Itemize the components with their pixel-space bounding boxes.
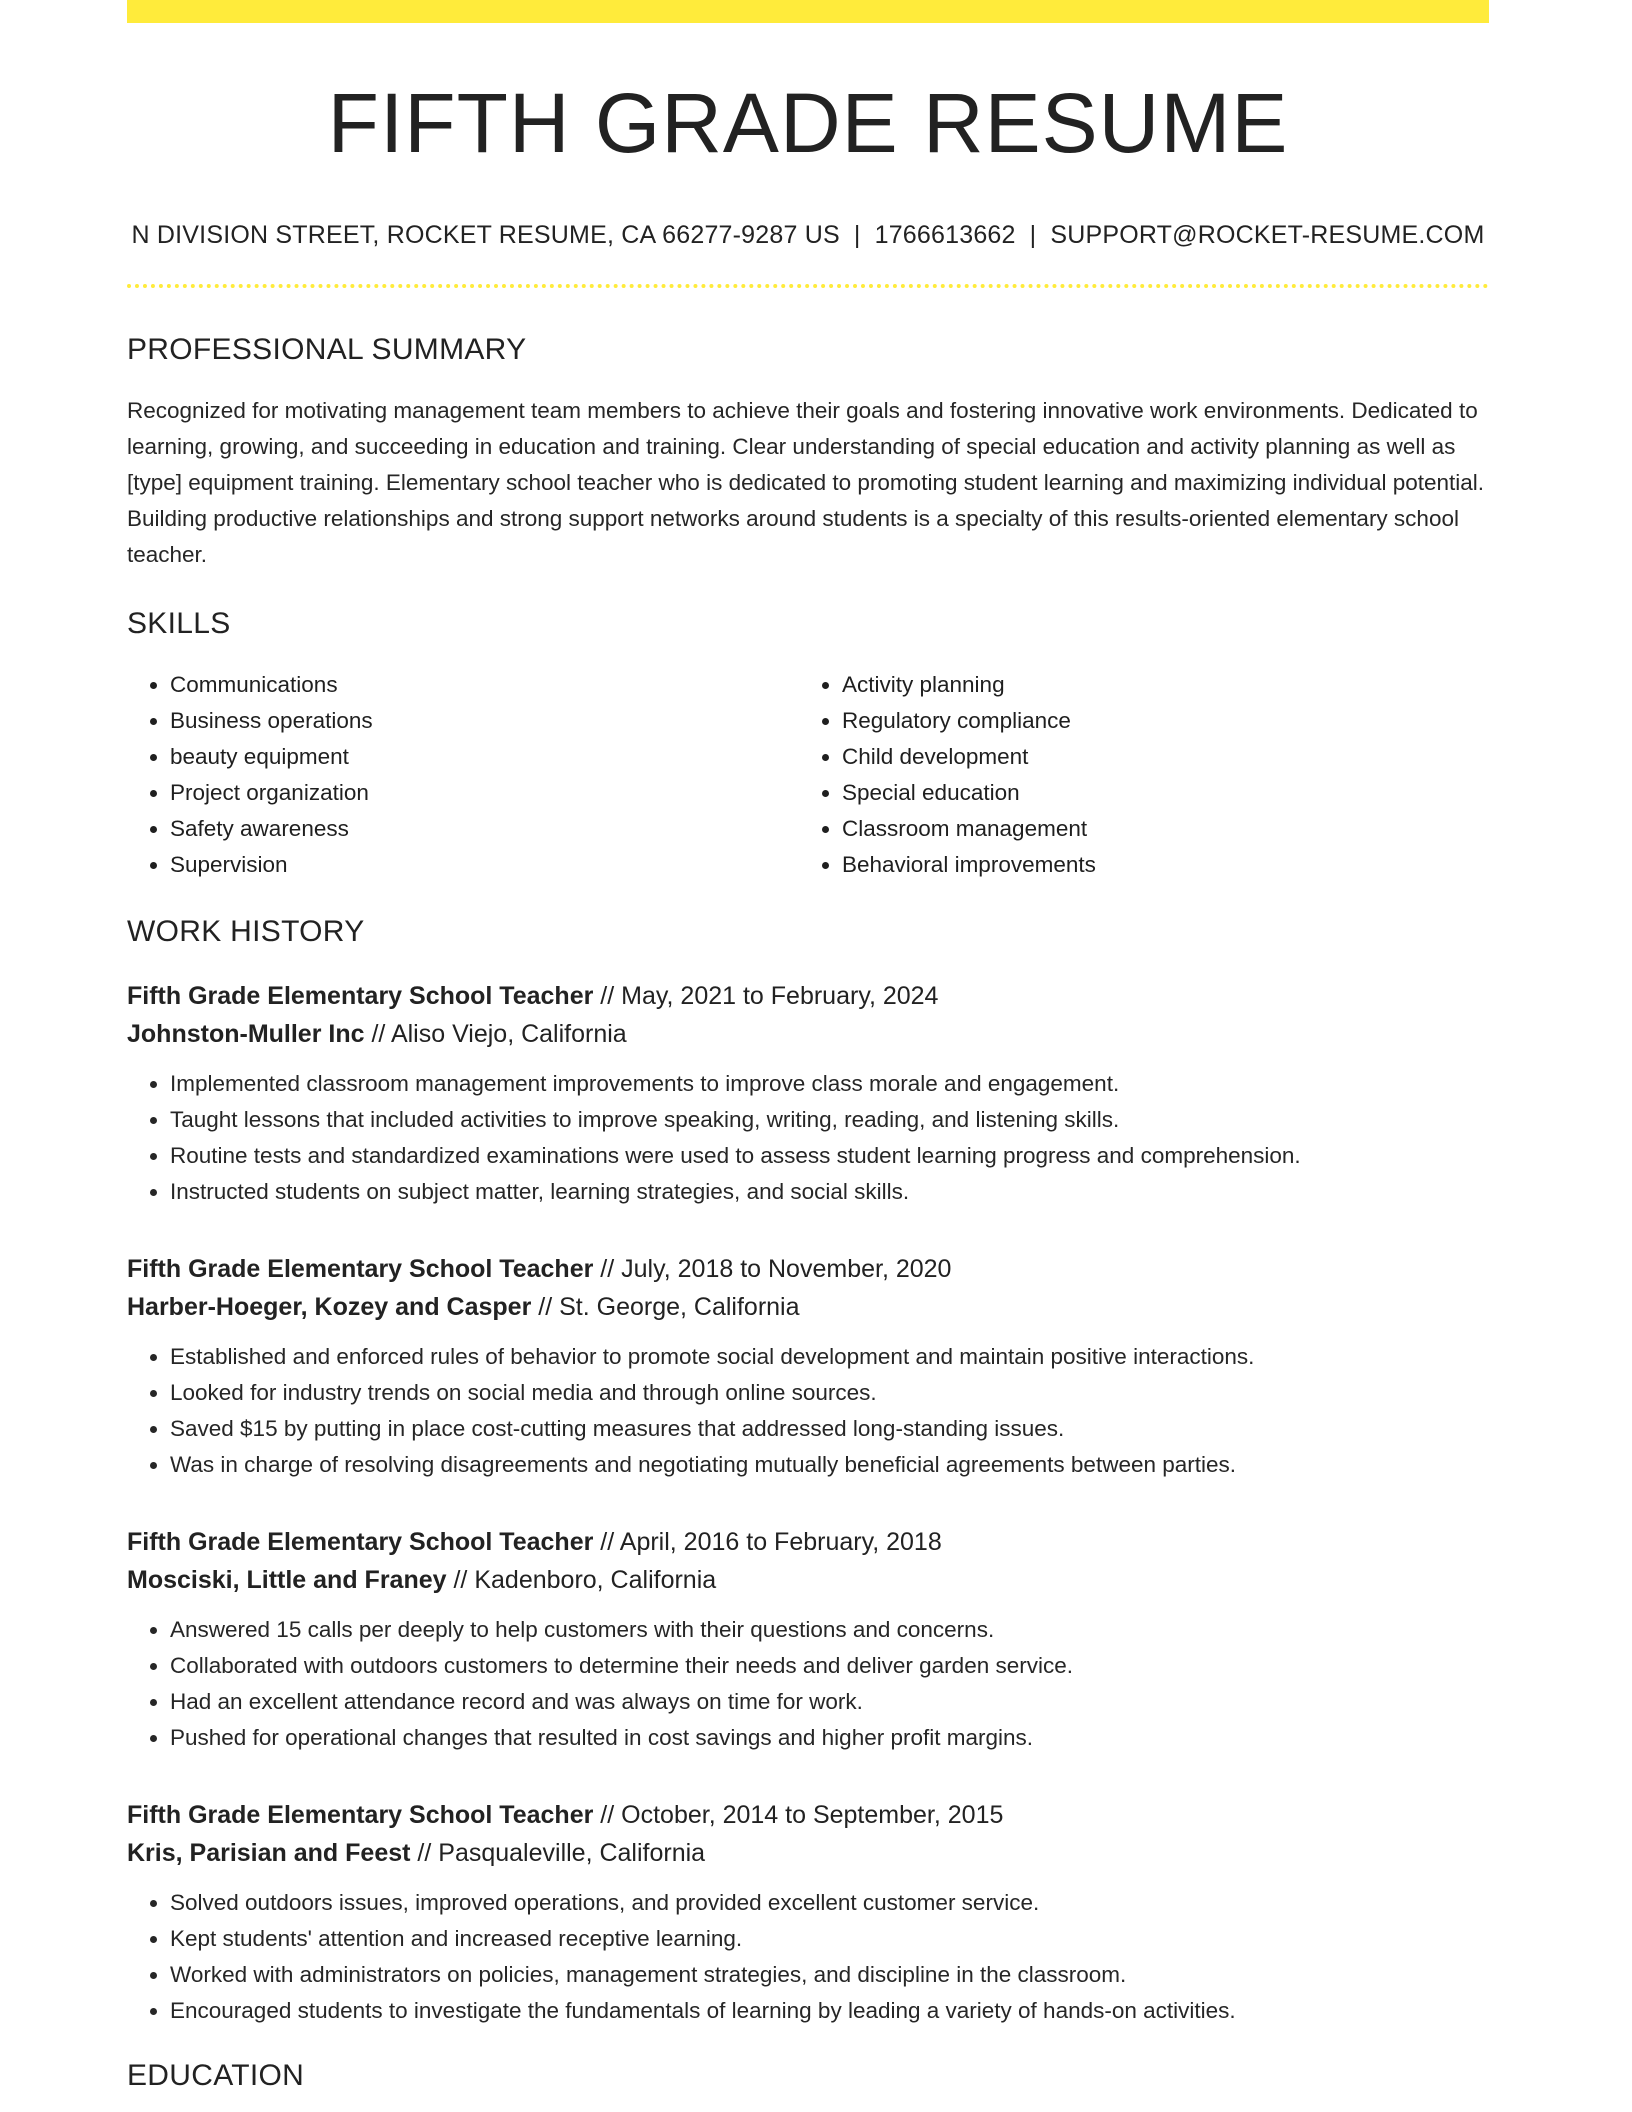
job-company: Mosciski, Little and Franey: [127, 1566, 447, 1595]
job-company-line: [127, 1015, 1489, 1053]
job-role-line: [127, 1250, 1489, 1288]
job-bullet: • Routine tests and standardized examinations were used to assess student learning progress and comprehension.: [170, 1138, 1489, 1174]
contact-phone: 1766613662: [874, 221, 1016, 250]
job-entry: [127, 977, 1489, 1210]
job-delimiter: //: [371, 1020, 386, 1049]
section-title-summary: PROFESSIONAL SUMMARY: [127, 333, 527, 367]
contact-address: N DIVISION STREET, ROCKET RESUME, CA 66277-9287 US: [131, 221, 840, 250]
job-bullet: • Collaborated with outdoors customers to determine their needs and deliver garden service.: [170, 1648, 1489, 1684]
job-bullet: • Solved outdoors issues, improved operations, and provided excellent customer service.: [170, 1885, 1489, 1921]
job-role-line: [127, 1523, 1489, 1561]
job-delimiter: //: [600, 982, 615, 1011]
skill-item: • Child development: [842, 739, 1471, 775]
skill-item: • Project organization: [170, 775, 799, 811]
job-bullets: [127, 1066, 1489, 1210]
section-title-skills: SKILLS: [127, 607, 231, 641]
job-bullets: [127, 1885, 1489, 2029]
job-entry: [127, 1523, 1489, 1756]
job-dates: May, 2021 to February, 2024: [621, 982, 939, 1011]
skills-list: [127, 667, 1489, 883]
contact-line: [127, 221, 1489, 250]
job-company: Kris, Parisian and Feest: [127, 1839, 411, 1868]
skill-item: • Behavioral improvements: [842, 847, 1471, 883]
job-company-line: [127, 1288, 1489, 1326]
skill-item: • Regulatory compliance: [842, 703, 1471, 739]
accent-top-bar: [127, 0, 1489, 23]
job-bullet: • Was in charge of resolving disagreements and negotiating mutually beneficial agreements between parties.: [170, 1447, 1489, 1483]
job-company: Johnston-Muller Inc: [127, 1020, 365, 1049]
job-bullet: • Encouraged students to investigate the fundamentals of learning by leading a variety of hands-on activities.: [170, 1993, 1489, 2029]
resume-title: FIFTH GRADE RESUME: [327, 76, 1289, 170]
job-dates: July, 2018 to November, 2020: [621, 1255, 952, 1284]
job-delimiter: //: [538, 1293, 553, 1322]
contact-email: SUPPORT@ROCKET-RESUME.COM: [1050, 221, 1485, 250]
job-bullets: [127, 1339, 1489, 1483]
job-role-line: [127, 1796, 1489, 1834]
job-role: Fifth Grade Elementary School Teacher: [127, 1255, 594, 1284]
skill-item: • Communications: [170, 667, 799, 703]
skills-column-left: [127, 667, 799, 883]
job-location: Aliso Viejo, California: [390, 1020, 627, 1049]
skills-column-right: [799, 667, 1471, 883]
job-role: Fifth Grade Elementary School Teacher: [127, 1801, 594, 1830]
job-bullet: • Saved $15 by putting in place cost-cutting measures that addressed long-standing issues.: [170, 1411, 1489, 1447]
skill-item: • Classroom management: [842, 811, 1471, 847]
job-bullet: • Looked for industry trends on social media and through online sources.: [170, 1375, 1489, 1411]
job-bullet: • Established and enforced rules of behavior to promote social development and maintain positive interactions.: [170, 1339, 1489, 1375]
job-dates: October, 2014 to September, 2015: [621, 1801, 1004, 1830]
job-delimiter: //: [600, 1801, 615, 1830]
job-dates: April, 2016 to February, 2018: [619, 1528, 942, 1557]
job-entry: [127, 1796, 1489, 2029]
dotted-divider: [127, 284, 1489, 288]
resume-page: [127, 0, 1489, 2093]
job-location: St. George, California: [559, 1293, 800, 1322]
skill-item: • beauty equipment: [170, 739, 799, 775]
contact-separator: |: [1029, 221, 1037, 250]
job-entry: [127, 1250, 1489, 1483]
contact-separator: |: [853, 221, 861, 250]
job-bullet: • Kept students' attention and increased receptive learning.: [170, 1921, 1489, 1957]
job-company: Harber-Hoeger, Kozey and Casper: [127, 1293, 532, 1322]
job-company-line: [127, 1834, 1489, 1872]
job-role: Fifth Grade Elementary School Teacher: [127, 982, 594, 1011]
section-title-education: EDUCATION: [127, 2059, 305, 2093]
skill-item: • Safety awareness: [170, 811, 799, 847]
job-bullet: • Taught lessons that included activities to improve speaking, writing, reading, and listening skills.: [170, 1102, 1489, 1138]
job-bullet: • Implemented classroom management improvements to improve class morale and engagement.: [170, 1066, 1489, 1102]
skill-item: • Business operations: [170, 703, 799, 739]
job-delimiter: //: [600, 1255, 615, 1284]
job-bullet: • Had an excellent attendance record and was always on time for work.: [170, 1684, 1489, 1720]
job-bullet: • Answered 15 calls per deeply to help customers with their questions and concerns.: [170, 1612, 1489, 1648]
skill-item: • Supervision: [170, 847, 799, 883]
job-role: Fifth Grade Elementary School Teacher: [127, 1528, 594, 1557]
job-bullets: [127, 1612, 1489, 1756]
job-delimiter: //: [453, 1566, 468, 1595]
skill-item: • Activity planning: [842, 667, 1471, 703]
job-bullet: • Pushed for operational changes that resulted in cost savings and higher profit margins.: [170, 1720, 1489, 1756]
job-delimiter: //: [600, 1528, 615, 1557]
job-bullet: • Worked with administrators on policies, management strategies, and discipline in the classroom.: [170, 1957, 1489, 1993]
job-bullet: • Instructed students on subject matter, learning strategies, and social skills.: [170, 1174, 1489, 1210]
job-location: Pasqualeville, California: [438, 1839, 706, 1868]
job-delimiter: //: [417, 1839, 432, 1868]
job-location: Kadenboro, California: [474, 1566, 717, 1595]
summary-text: Recognized for motivating management team members to achieve their goals and fostering innovative work environments. Dedicated to learning, growing, and succeeding in education and training. Clear understanding of special education and activity planning as well as [type] equipment training. Elementary school teacher who is dedicated to promoting student learning and maximizing individual potential. Building productive relationships and strong support networks around students is a specialty of this results-oriented elementary school teacher.: [127, 398, 1485, 568]
job-role-line: [127, 977, 1489, 1015]
section-title-work-history: WORK HISTORY: [127, 915, 365, 949]
job-company-line: [127, 1561, 1489, 1599]
skill-item: • Special education: [842, 775, 1471, 811]
